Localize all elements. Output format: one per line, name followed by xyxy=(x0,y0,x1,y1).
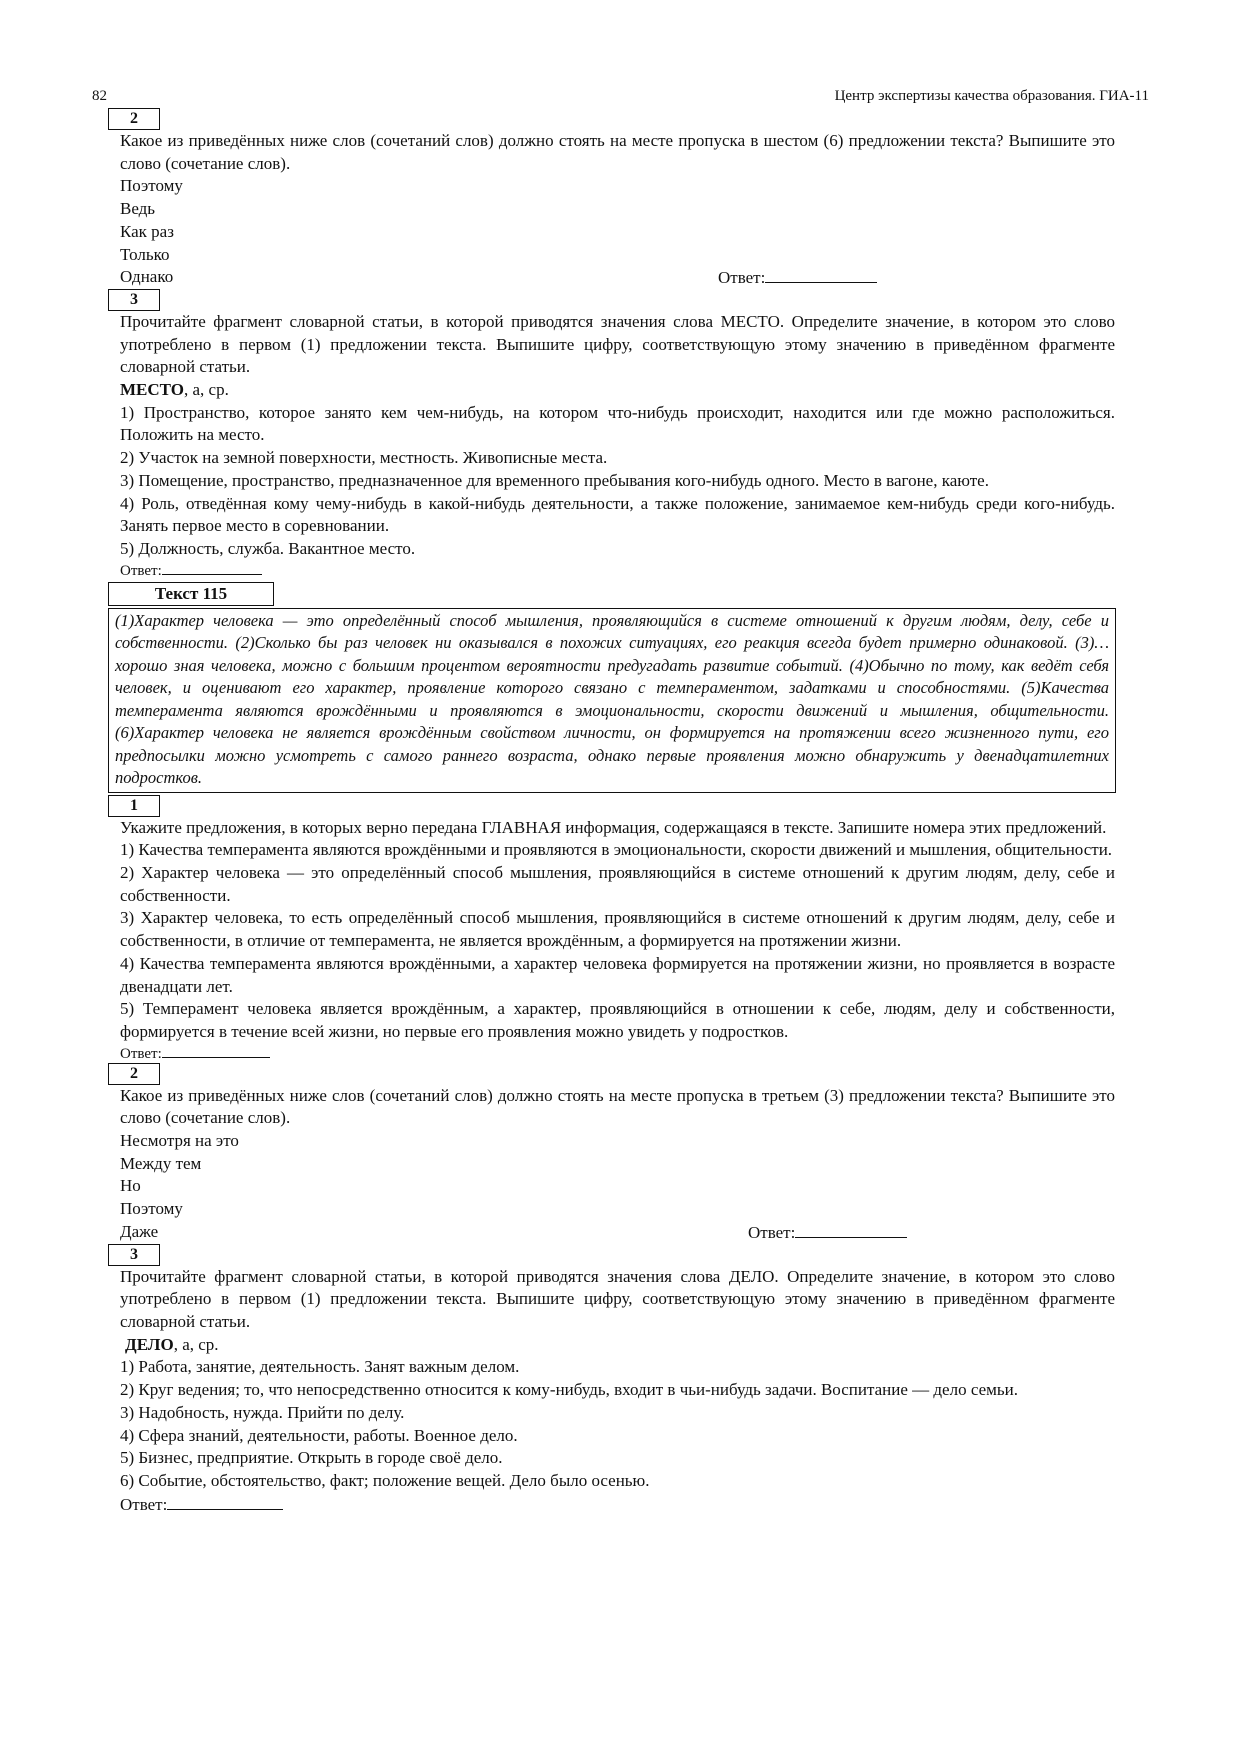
text-excerpt: (1)Характер человека — это определённый способ мышления, проявляющийся в системе отношений к другим людям, делу, себе и собственности. (2)Сколько бы раз человек ни оказывался в похожих ситуациях, его реакция всегда будет примерно одинаковой. (3)… хорошо зная человека, можно с большим процентом вероятности предугадать развитие событий. (4)Обычно по тому, как ведёт себя человек, и оценивают его характер, проявление которого связано с темпераментом, задатками и способностями. (5)Качества темперамента являются врождёнными и проявляются в эмоциональности, скорости движений и мышления, общительности. (6)Характер человека не является врождённым свойством личности, он формируется на протяжении всего жизненного пути, его предпосылки можно усмотреть с самого раннего возраста, однако первые проявления можно обнаружить у двенадцатилетних подростков. xyxy=(108,608,1116,793)
dictionary-meaning: 5) Бизнес, предприятие. Открыть в городе своё дело. xyxy=(120,1448,503,1468)
option-item: Поэтому xyxy=(120,1199,183,1219)
dictionary-headword-line xyxy=(120,1334,1115,1357)
option-item: 1) Качества темперамента являются врождёнными и проявляются в эмоциональности, скорости движений и мышления, общительности. xyxy=(120,840,1113,860)
option-answer-row xyxy=(120,1221,1115,1244)
answer-blank[interactable] xyxy=(162,1044,270,1058)
answer-label: Ответ: xyxy=(748,1222,796,1242)
answer-blank[interactable] xyxy=(167,1493,283,1510)
headword-grammar: , а, ср. xyxy=(184,380,229,400)
option-answer-row xyxy=(120,266,1115,289)
dictionary-meaning: 6) Событие, обстоятельство, факт; положение вещей. Дело было осенью. xyxy=(120,1470,650,1490)
dictionary-headword-line xyxy=(120,379,1115,402)
dictionary-meaning: 4) Роль, отведённая кому чему-нибудь в какой-нибудь деятельности, а также положение, занимаемое кем-нибудь среди кого-нибудь. Занять первое место в соревновании. xyxy=(120,493,1115,536)
page-content xyxy=(115,108,1115,1516)
task-intro: Прочитайте фрагмент словарной статьи, в которой приводятся значения слова ДЕЛО. Определите значение, в котором это слово употреблено в первом (1) предложении текста. Выпишите цифру, соответствующую этому значению в приведённом фрагменте словарной статьи. xyxy=(120,1266,1115,1331)
answer-line[interactable] xyxy=(748,1221,907,1245)
headword-grammar: , а, ср. xyxy=(173,1334,219,1354)
answer-blank[interactable] xyxy=(162,561,262,575)
dictionary-meaning: 1) Пространство, которое занято кем чем-нибудь, на котором что-нибудь происходит, находится или где можно расположиться. Положить на место. xyxy=(120,402,1115,445)
option-item: Даже xyxy=(120,1221,159,1241)
option-item: 4) Качества темперамента являются врождёнными, а характер человека формируется на протяжении жизни, но проявляется в возрасте двенадцати лет. xyxy=(120,953,1115,996)
option-item: Как раз xyxy=(120,221,174,241)
dictionary-meaning: 3) Помещение, пространство, предназначенное для временного пребывания кого-нибудь одного. Место в вагоне, каюте. xyxy=(120,470,989,490)
answer-label: Ответ: xyxy=(120,1045,162,1062)
option-item: Несмотря на это xyxy=(120,1131,239,1151)
task-number-box: 1 xyxy=(108,795,160,817)
option-item: 5) Темперамент человека является врождённым, а характер, проявляющийся в отношении к себе, людям, делу и собственности, формируется в течение всей жизни, но первые его проявления можно увидеть у подростков. xyxy=(120,999,1115,1041)
dictionary-headword: МЕСТО xyxy=(120,380,184,400)
option-item: Только xyxy=(120,244,170,264)
option-item: Но xyxy=(120,1176,141,1196)
answer-blank[interactable] xyxy=(795,1221,907,1238)
task-question: Какое из приведённых ниже слов (сочетаний слов) должно стоять на месте пропуска в третьем (3) предложении текста? Выпишите это слово (сочетание слов). xyxy=(120,1085,1115,1128)
option-item: 2) Характер человека — это определённый способ мышления, проявляющийся в системе отношений к другим людям, делу, себе и собственности. xyxy=(120,863,1115,905)
option-item: Поэтому xyxy=(120,176,183,196)
answer-line[interactable] xyxy=(718,266,877,290)
answer-label: Ответ: xyxy=(718,268,766,288)
answer-line[interactable] xyxy=(120,561,1115,580)
task-question: Укажите предложения, в которых верно передана ГЛАВНАЯ информация, содержащаяся в тексте. Запишите номера этих предложений. xyxy=(120,817,1107,837)
task-number-box: 2 xyxy=(108,1063,160,1085)
option-item: Между тем xyxy=(120,1153,202,1173)
page-header xyxy=(92,88,1149,108)
answer-line[interactable] xyxy=(120,1044,1115,1063)
option-item: Ведь xyxy=(120,199,156,219)
answer-label: Ответ: xyxy=(120,1494,168,1514)
answer-label: Ответ: xyxy=(120,562,162,579)
dictionary-meaning: 1) Работа, занятие, деятельность. Занят важным делом. xyxy=(120,1357,520,1377)
option-item: 3) Характер человека, то есть определённый способ мышления, проявляющийся в системе отношений к другим людям, делу, себе и собственности, в отличие от темперамента, не является врождённым, а формируется на протяжении жизни. xyxy=(120,908,1115,951)
dictionary-meaning: 5) Должность, служба. Вакантное место. xyxy=(120,538,416,558)
dictionary-meaning: 3) Надобность, нужда. Прийти по делу. xyxy=(120,1402,405,1422)
answer-line[interactable] xyxy=(120,1493,1115,1517)
text-title: Текст 115 xyxy=(108,582,274,606)
task-number-box: 2 xyxy=(108,108,160,130)
task-intro: Прочитайте фрагмент словарной статьи, в которой приводятся значения слова МЕСТО. Определите значение, в котором это слово употреблено в первом (1) предложении текста. Выпишите цифру, соответствующую этому значению в приведённом фрагменте словарной статьи. xyxy=(120,311,1115,377)
page-number: 82 xyxy=(92,88,107,104)
dictionary-meaning: 4) Сфера знаний, деятельности, работы. Военное дело. xyxy=(120,1425,518,1445)
dictionary-headword: ДЕЛО xyxy=(125,1334,174,1354)
option-item: Однако xyxy=(120,267,174,287)
task-number-box: 3 xyxy=(108,1244,160,1266)
dictionary-meaning: 2) Участок на земной поверхности, местность. Живописные места. xyxy=(120,448,608,468)
header-organization: Центр экспертизы качества образования. ГИА-11 xyxy=(834,88,1149,104)
task-question: Какое из приведённых ниже слов (сочетаний слов) должно стоять на месте пропуска в шестом (6) предложении текста? Выпишите это слово (сочетание слов). xyxy=(120,131,1115,173)
dictionary-meaning: 2) Круг ведения; то, что непосредственно относится к кому-нибудь, входит в чьи-нибудь задачи. Воспитание — дело семьи. xyxy=(120,1380,1018,1400)
answer-blank[interactable] xyxy=(765,266,877,283)
task-number-box: 3 xyxy=(108,289,160,311)
